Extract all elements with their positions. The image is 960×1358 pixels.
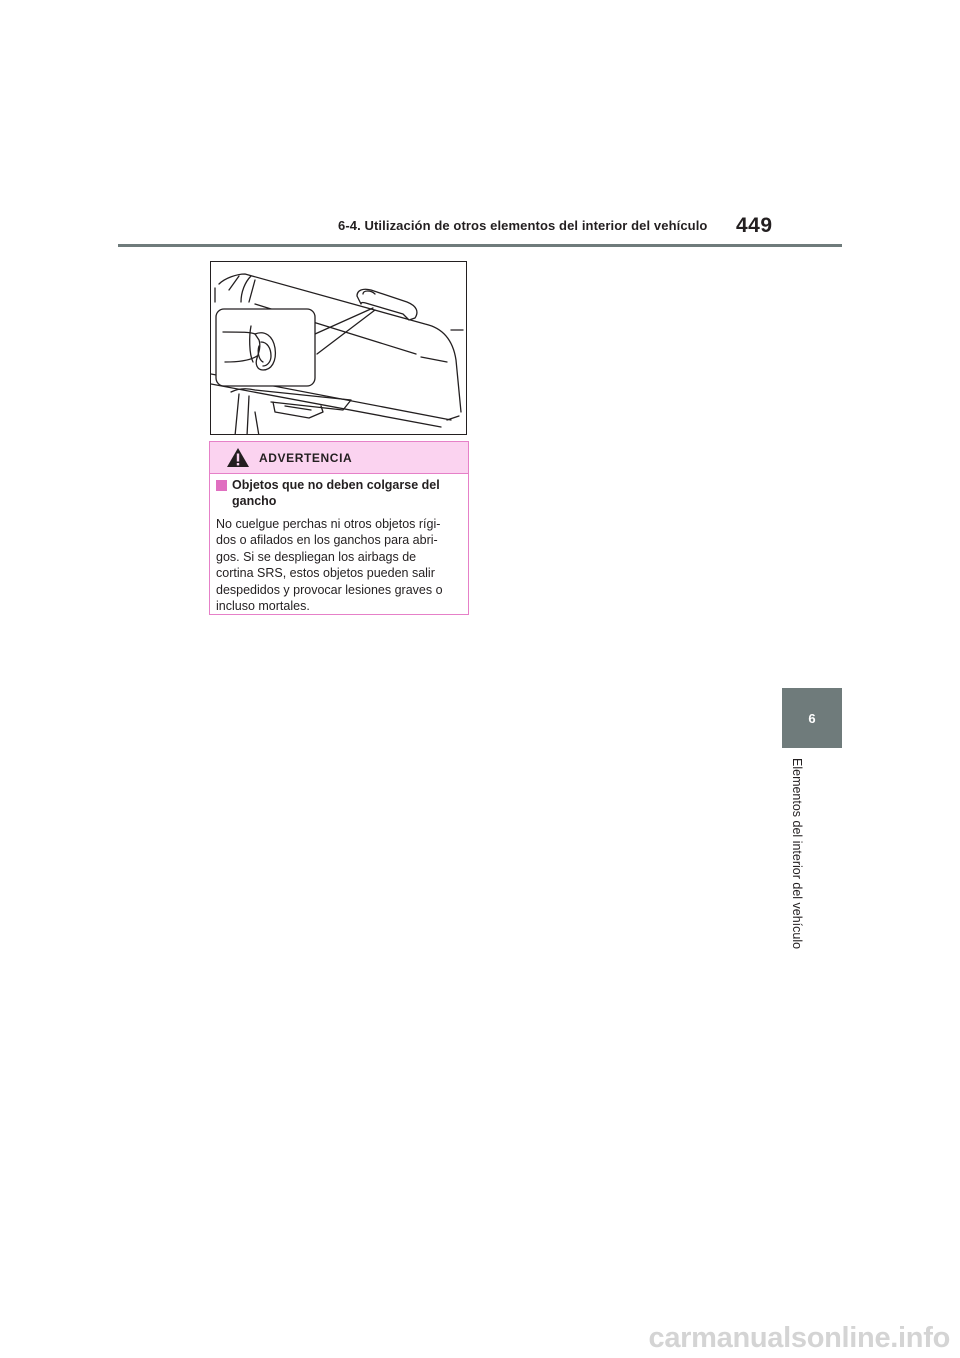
warning-body-line: despedidos y provocar lesiones graves o [216,582,443,597]
section-title: 6-4. Utilización de otros elementos del interior del vehículo [338,218,708,233]
warning-item-title: Objetos que no deben colgarse del gancho [232,478,440,508]
warning-body [216,516,464,614]
coat-hook-drawing [211,262,467,435]
warning-triangle-icon [226,447,250,468]
warning-body-line: incluso mortales. [216,599,310,614]
page-number: 449 [736,214,773,237]
warning-label: ADVERTENCIA [259,451,353,465]
coat-hook-illustration [210,261,467,435]
header-divider [118,244,842,247]
chapter-label: Elementos del interior del vehículo [790,758,804,950]
warning-body-line: No cuelgue perchas ni otros objetos rígi- [216,517,441,531]
warning-item [216,477,461,509]
warning-body-line: dos o afilados en los ganchos para abri- [216,533,438,548]
square-bullet-icon [216,480,227,491]
warning-body-line: gos. Si se despliegan los airbags de [216,549,417,564]
chapter-number: 6 [808,710,816,726]
warning-body-line: cortina SRS, estos objetos pueden salir [216,566,435,581]
warning-box [209,441,469,615]
chapter-tab[interactable] [782,688,842,748]
warning-header [210,442,468,474]
watermark: carmanualsonline.info [648,1322,950,1354]
